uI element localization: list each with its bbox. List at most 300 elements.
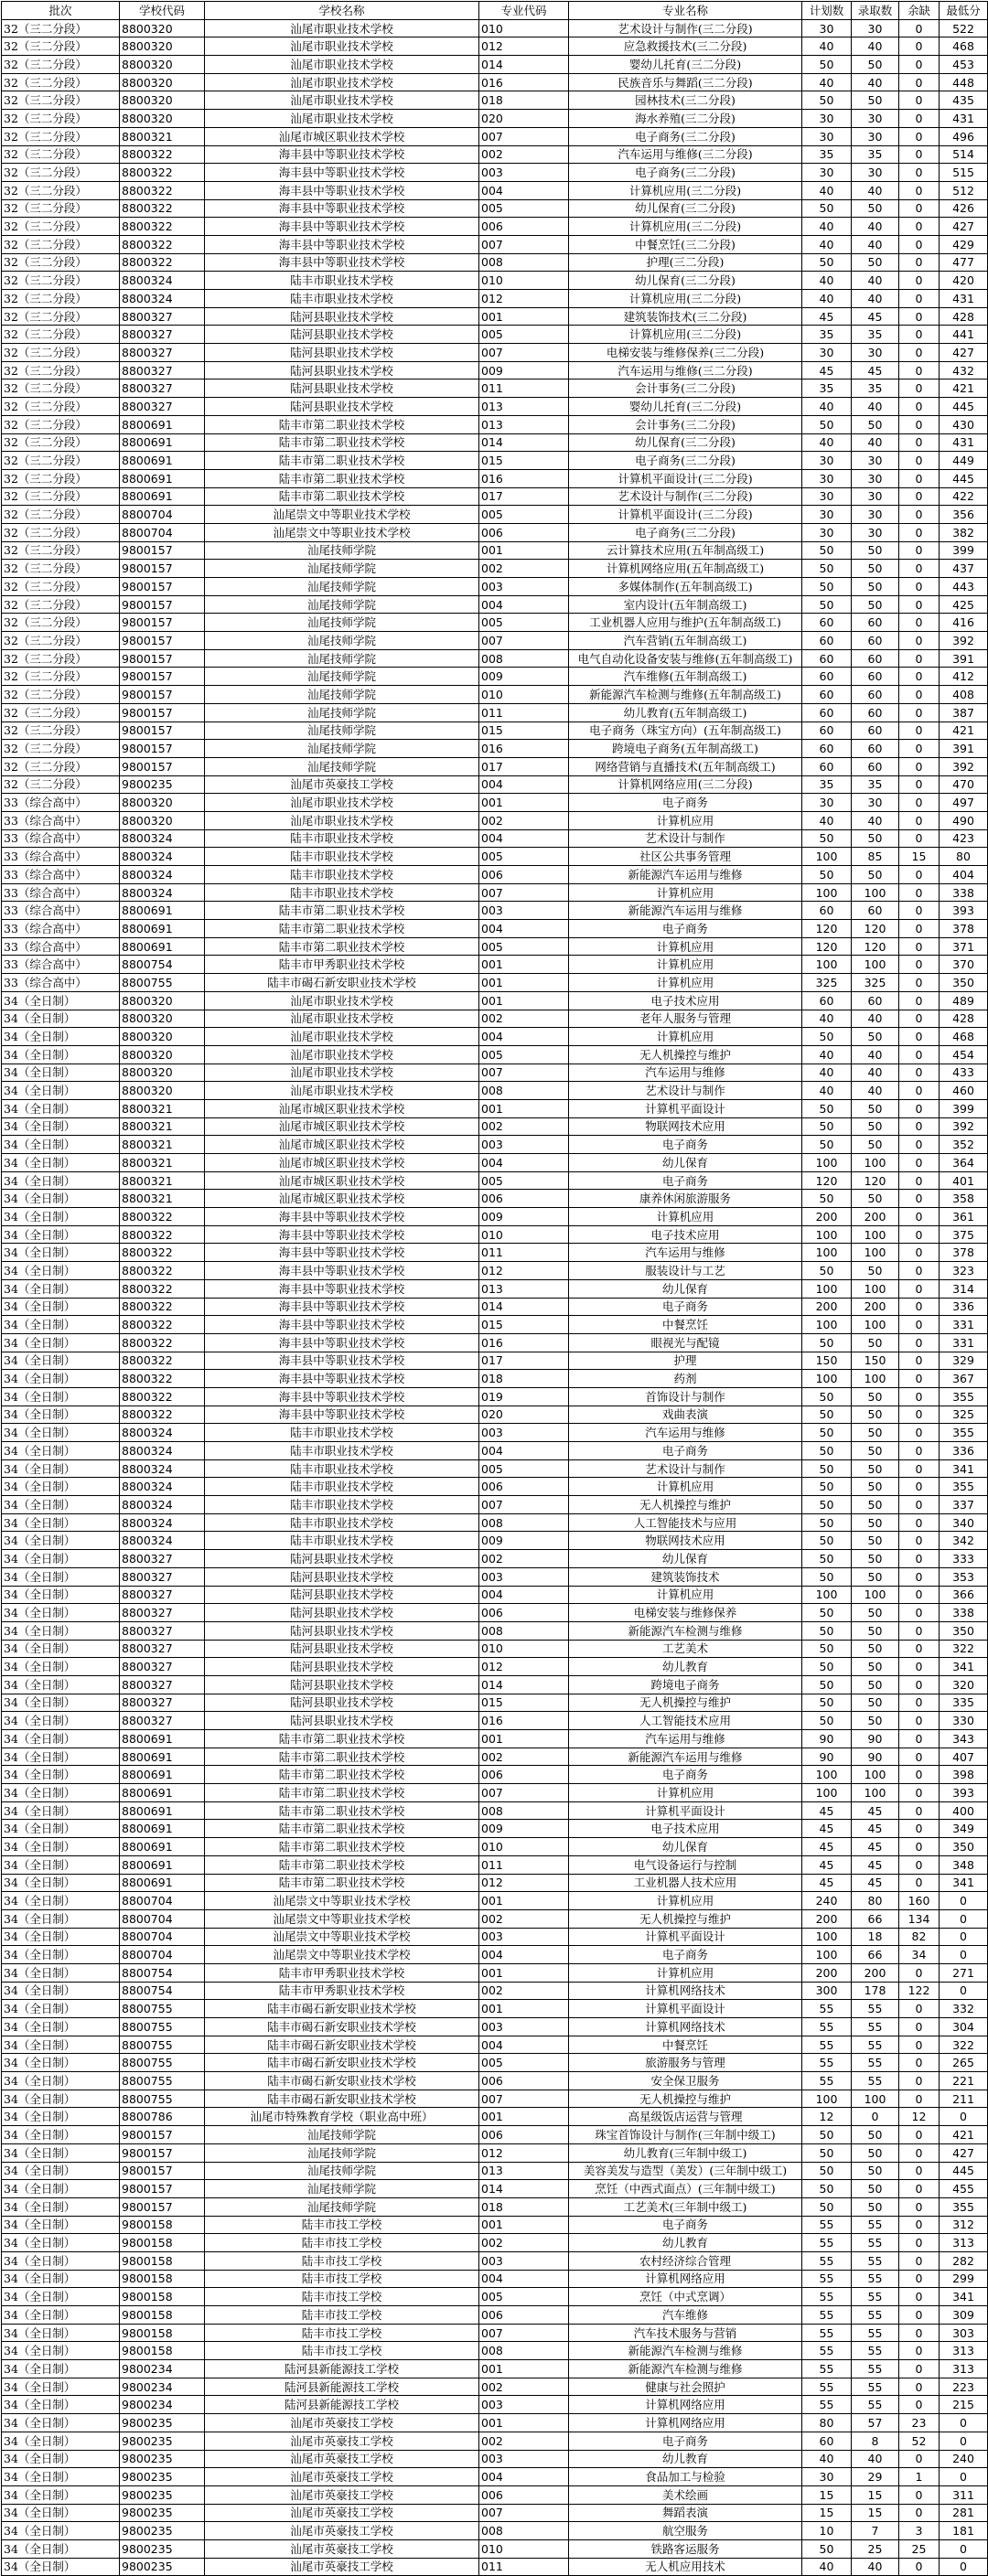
- cell-batch: 34（全日制）: [2, 2522, 120, 2540]
- cell-batch: 34（全日制）: [2, 1928, 120, 1946]
- cell-school-code: 8800322: [120, 1262, 205, 1280]
- cell-batch: 32（三二分段）: [2, 290, 120, 308]
- cell-min-score: 437: [940, 560, 988, 578]
- cell-major-name: 电子技术应用: [569, 1225, 802, 1244]
- cell-admitted: 55: [852, 2216, 899, 2234]
- cell-batch: 32（三二分段）: [2, 164, 120, 182]
- table-row: [2, 1298, 988, 1316]
- cell-school-name: 陆丰市第二职业技术学校: [205, 1784, 479, 1802]
- cell-school-code: 8800704: [120, 1892, 205, 1910]
- cell-major-code: 005: [479, 2054, 569, 2072]
- cell-major-name: 云计算技术应用(五年制高级工): [569, 541, 802, 560]
- cell-major-code: 005: [479, 937, 569, 956]
- cell-admitted: 55: [852, 2251, 899, 2270]
- cell-major-code: 001: [479, 307, 569, 326]
- cell-school-code: 8800691: [120, 902, 205, 920]
- table-row: [2, 2197, 988, 2216]
- cell-admitted: 55: [852, 2324, 899, 2342]
- cell-min-score: 416: [940, 614, 988, 632]
- cell-admitted: 50: [852, 415, 899, 433]
- cell-batch: 34（全日制）: [2, 2126, 120, 2144]
- cell-min-score: 361: [940, 1208, 988, 1226]
- table-row: [2, 1154, 988, 1172]
- cell-major-code: 019: [479, 1387, 569, 1406]
- cell-major-code: 009: [479, 1820, 569, 1838]
- cell-major-code: 007: [479, 2504, 569, 2522]
- cell-plan: 50: [802, 1387, 852, 1406]
- cell-major-code: 012: [479, 1658, 569, 1676]
- cell-major-name: 计算机应用: [569, 974, 802, 992]
- cell-school-code: 8800754: [120, 956, 205, 974]
- cell-plan: 200: [802, 1208, 852, 1226]
- cell-plan: 60: [802, 991, 852, 1010]
- cell-plan: 55: [802, 2018, 852, 2036]
- cell-shortfall: 0: [899, 433, 940, 452]
- table-row: [2, 73, 988, 91]
- cell-major-name: 婴幼儿托育(三二分段): [569, 56, 802, 74]
- cell-major-name: 室内设计(五年制高级工): [569, 595, 802, 614]
- cell-batch: 34（全日制）: [2, 1406, 120, 1424]
- cell-min-score: 313: [940, 2360, 988, 2378]
- cell-school-code: 8800324: [120, 848, 205, 866]
- cell-major-code: 014: [479, 1675, 569, 1694]
- cell-school-code: 8800327: [120, 1675, 205, 1694]
- table-row: [2, 1387, 988, 1406]
- cell-plan: 60: [802, 614, 852, 632]
- cell-major-name: 人工智能技术与应用: [569, 1513, 802, 1532]
- cell-admitted: 100: [852, 2090, 899, 2108]
- cell-plan: 100: [802, 1316, 852, 1334]
- cell-admitted: 40: [852, 235, 899, 253]
- cell-school-name: 陆河县新能源技工学校: [205, 2360, 479, 2378]
- cell-major-code: 002: [479, 2378, 569, 2396]
- cell-shortfall: 23: [899, 2414, 940, 2432]
- header-major-name: 专业名称: [569, 2, 802, 20]
- cell-shortfall: 0: [899, 307, 940, 326]
- cell-school-code: 8800327: [120, 344, 205, 362]
- cell-admitted: 120: [852, 937, 899, 956]
- cell-school-code: 9800235: [120, 2432, 205, 2450]
- table-row: [2, 632, 988, 650]
- cell-shortfall: 0: [899, 361, 940, 379]
- cell-school-name: 陆丰市职业技术学校: [205, 866, 479, 884]
- cell-major-name: 汽车运用与维修: [569, 1424, 802, 1442]
- cell-major-code: 014: [479, 433, 569, 452]
- cell-batch: 32（三二分段）: [2, 487, 120, 506]
- cell-school-code: 8800691: [120, 469, 205, 487]
- table-row: [2, 1136, 988, 1154]
- cell-major-name: 电子商务(三二分段): [569, 164, 802, 182]
- cell-plan: 40: [802, 1082, 852, 1100]
- cell-plan: 45: [802, 1801, 852, 1820]
- cell-major-code: 017: [479, 487, 569, 506]
- table-row: [2, 1532, 988, 1550]
- cell-major-name: 人工智能技术应用: [569, 1712, 802, 1730]
- cell-min-score: 211: [940, 2090, 988, 2108]
- cell-admitted: 25: [852, 2539, 899, 2558]
- cell-major-name: 计算机平面设计(三二分段): [569, 469, 802, 487]
- cell-school-code: 9800235: [120, 2485, 205, 2504]
- cell-plan: 200: [802, 1298, 852, 1316]
- cell-school-code: 8800324: [120, 1478, 205, 1496]
- cell-major-name: 幼儿保育(三二分段): [569, 272, 802, 290]
- cell-school-code: 8800704: [120, 1909, 205, 1928]
- cell-batch: 32（三二分段）: [2, 37, 120, 56]
- cell-major-name: 无人机操控与维护: [569, 1909, 802, 1928]
- cell-school-name: 陆丰市职业技术学校: [205, 1459, 479, 1478]
- cell-plan: 100: [802, 1586, 852, 1604]
- cell-major-name: 建筑装饰技术(三二分段): [569, 307, 802, 326]
- cell-plan: 40: [802, 73, 852, 91]
- table-row: [2, 415, 988, 433]
- cell-admitted: 50: [852, 199, 899, 218]
- cell-plan: 45: [802, 1838, 852, 1856]
- cell-school-name: 陆丰市第二职业技术学校: [205, 1820, 479, 1838]
- cell-plan: 50: [802, 2126, 852, 2144]
- cell-min-score: 431: [940, 433, 988, 452]
- cell-admitted: 50: [852, 1136, 899, 1154]
- cell-school-name: 汕尾市职业技术学校: [205, 991, 479, 1010]
- cell-plan: 55: [802, 2360, 852, 2378]
- cell-major-code: 020: [479, 110, 569, 128]
- cell-plan: 40: [802, 290, 852, 308]
- cell-shortfall: 0: [899, 721, 940, 740]
- cell-major-name: 电梯安装与维修保养(三二分段): [569, 344, 802, 362]
- cell-school-code: 9800157: [120, 740, 205, 758]
- table-row: [2, 2306, 988, 2325]
- cell-school-code: 8800704: [120, 1946, 205, 1964]
- table-row: [2, 1406, 988, 1424]
- cell-school-name: 海丰县中等职业技术学校: [205, 1316, 479, 1334]
- cell-min-score: 309: [940, 2306, 988, 2325]
- cell-shortfall: 0: [899, 775, 940, 794]
- cell-shortfall: 0: [899, 1154, 940, 1172]
- cell-shortfall: 0: [899, 1262, 940, 1280]
- cell-school-name: 汕尾技师学院: [205, 560, 479, 578]
- cell-admitted: 200: [852, 1963, 899, 1982]
- cell-min-score: 421: [940, 379, 988, 398]
- cell-school-code: 9800157: [120, 2180, 205, 2198]
- cell-school-name: 汕尾市职业技术学校: [205, 1064, 479, 1082]
- cell-major-name: 计算机应用: [569, 937, 802, 956]
- cell-admitted: 50: [852, 2126, 899, 2144]
- cell-major-code: 005: [479, 2288, 569, 2306]
- cell-plan: 40: [802, 433, 852, 452]
- cell-plan: 45: [802, 1874, 852, 1892]
- cell-major-name: 电子技术应用: [569, 991, 802, 1010]
- cell-plan: 50: [802, 1190, 852, 1208]
- cell-school-code: 8800327: [120, 1567, 205, 1586]
- cell-major-name: 电子商务: [569, 2432, 802, 2450]
- cell-school-name: 汕尾崇文中等职业技术学校: [205, 506, 479, 524]
- cell-min-score: 375: [940, 1225, 988, 1244]
- cell-shortfall: 0: [899, 902, 940, 920]
- cell-admitted: 55: [852, 2234, 899, 2252]
- cell-min-score: 428: [940, 307, 988, 326]
- cell-plan: 12: [802, 2108, 852, 2126]
- cell-min-score: 423: [940, 829, 988, 848]
- cell-shortfall: 0: [899, 1855, 940, 1874]
- cell-shortfall: 0: [899, 1064, 940, 1082]
- cell-plan: 90: [802, 1748, 852, 1766]
- cell-batch: 34（全日制）: [2, 1963, 120, 1982]
- cell-school-name: 汕尾市英豪技工学校: [205, 2539, 479, 2558]
- cell-school-name: 汕尾市特殊教育学校（职业高中班）: [205, 2108, 479, 2126]
- cell-min-score: 322: [940, 1640, 988, 1658]
- cell-shortfall: 0: [899, 740, 940, 758]
- cell-plan: 240: [802, 1892, 852, 1910]
- cell-min-score: 312: [940, 2216, 988, 2234]
- cell-major-code: 004: [479, 2270, 569, 2288]
- cell-min-score: 468: [940, 1028, 988, 1046]
- cell-major-code: 007: [479, 127, 569, 145]
- cell-school-name: 陆丰市技工学校: [205, 2251, 479, 2270]
- table-row: [2, 1586, 988, 1604]
- cell-batch: 34（全日制）: [2, 1640, 120, 1658]
- cell-shortfall: 0: [899, 290, 940, 308]
- cell-shortfall: 0: [899, 974, 940, 992]
- table-row: [2, 1333, 988, 1352]
- cell-school-name: 陆丰市职业技术学校: [205, 1478, 479, 1496]
- cell-major-name: 物联网技术应用: [569, 1532, 802, 1550]
- cell-min-score: 223: [940, 2378, 988, 2396]
- cell-major-code: 008: [479, 253, 569, 272]
- cell-major-name: 无人机操控与维护: [569, 1045, 802, 1064]
- cell-school-name: 陆丰市第二职业技术学校: [205, 469, 479, 487]
- cell-school-code: 9800158: [120, 2288, 205, 2306]
- cell-plan: 50: [802, 541, 852, 560]
- cell-school-name: 陆丰市碣石新安职业技术学校: [205, 2036, 479, 2054]
- cell-major-code: 006: [479, 1190, 569, 1208]
- cell-school-code: 9800158: [120, 2306, 205, 2325]
- cell-shortfall: 0: [899, 2162, 940, 2180]
- cell-batch: 34（全日制）: [2, 1892, 120, 1910]
- cell-shortfall: 0: [899, 1963, 940, 1982]
- cell-school-code: 8800691: [120, 1855, 205, 1874]
- cell-school-name: 海丰县中等职业技术学校: [205, 1387, 479, 1406]
- cell-school-code: 8800320: [120, 1045, 205, 1064]
- cell-major-name: 汽车技术服务与营销: [569, 2324, 802, 2342]
- cell-major-name: 老年人服务与管理: [569, 1010, 802, 1028]
- cell-admitted: 45: [852, 1855, 899, 1874]
- cell-major-code: 007: [479, 1784, 569, 1802]
- cell-school-name: 汕尾市职业技术学校: [205, 91, 479, 110]
- cell-admitted: 40: [852, 398, 899, 416]
- cell-major-code: 001: [479, 1730, 569, 1748]
- cell-school-code: 8800320: [120, 991, 205, 1010]
- cell-min-score: 323: [940, 1262, 988, 1280]
- cell-batch: 32（三二分段）: [2, 686, 120, 704]
- cell-school-name: 汕尾市英豪技工学校: [205, 2414, 479, 2432]
- cell-batch: 34（全日制）: [2, 1225, 120, 1244]
- cell-shortfall: 0: [899, 1532, 940, 1550]
- cell-school-name: 海丰县中等职业技术学校: [205, 1298, 479, 1316]
- cell-batch: 32（三二分段）: [2, 703, 120, 721]
- table-row: [2, 1730, 988, 1748]
- cell-major-name: 网络营销与直播技术(五年制高级工): [569, 757, 802, 775]
- cell-shortfall: 0: [899, 2558, 940, 2576]
- cell-school-name: 陆丰市职业技术学校: [205, 290, 479, 308]
- cell-school-name: 汕尾崇文中等职业技术学校: [205, 523, 479, 541]
- cell-shortfall: 0: [899, 560, 940, 578]
- cell-shortfall: 0: [899, 2485, 940, 2504]
- cell-admitted: 55: [852, 2288, 899, 2306]
- cell-batch: 32（三二分段）: [2, 775, 120, 794]
- cell-shortfall: 0: [899, 1406, 940, 1424]
- cell-batch: 34（全日制）: [2, 2072, 120, 2090]
- cell-major-code: 004: [479, 920, 569, 938]
- cell-plan: 150: [802, 1352, 852, 1370]
- cell-plan: 100: [802, 956, 852, 974]
- cell-school-name: 汕尾市英豪技工学校: [205, 2485, 479, 2504]
- cell-school-code: 9800157: [120, 2197, 205, 2216]
- cell-admitted: 15: [852, 2504, 899, 2522]
- cell-major-code: 001: [479, 956, 569, 974]
- cell-batch: 34（全日制）: [2, 1099, 120, 1117]
- cell-min-score: 349: [940, 1820, 988, 1838]
- cell-plan: 90: [802, 1730, 852, 1748]
- cell-min-score: 181: [940, 2522, 988, 2540]
- cell-admitted: 60: [852, 614, 899, 632]
- cell-plan: 55: [802, 2324, 852, 2342]
- cell-major-code: 002: [479, 1117, 569, 1136]
- cell-shortfall: 160: [899, 1892, 940, 1910]
- table-row: [2, 1766, 988, 1784]
- cell-shortfall: 0: [899, 1316, 940, 1334]
- cell-plan: 40: [802, 1045, 852, 1064]
- cell-plan: 100: [802, 1928, 852, 1946]
- table-row: [2, 920, 988, 938]
- cell-min-score: 343: [940, 1730, 988, 1748]
- cell-admitted: 50: [852, 1424, 899, 1442]
- table-row: [2, 1855, 988, 1874]
- cell-school-code: 8800327: [120, 1712, 205, 1730]
- cell-shortfall: 0: [899, 326, 940, 344]
- cell-school-code: 9800157: [120, 614, 205, 632]
- cell-school-code: 8800691: [120, 487, 205, 506]
- cell-major-name: 物联网技术应用: [569, 1117, 802, 1136]
- cell-plan: 45: [802, 307, 852, 326]
- cell-school-code: 8800322: [120, 1225, 205, 1244]
- cell-plan: 55: [802, 2270, 852, 2288]
- cell-batch: 34（全日制）: [2, 2504, 120, 2522]
- cell-min-score: 355: [940, 1478, 988, 1496]
- table-row: [2, 956, 988, 974]
- cell-min-score: 432: [940, 361, 988, 379]
- cell-major-name: 跨境电子商务: [569, 1675, 802, 1694]
- cell-batch: 34（全日制）: [2, 2288, 120, 2306]
- cell-shortfall: 0: [899, 578, 940, 596]
- cell-shortfall: 0: [899, 2180, 940, 2198]
- cell-admitted: 30: [852, 506, 899, 524]
- table-row: [2, 1621, 988, 1640]
- cell-plan: 50: [802, 1658, 852, 1676]
- cell-major-name: 珠宝首饰设计与制作(三年制中级工): [569, 2126, 802, 2144]
- table-row: [2, 235, 988, 253]
- cell-plan: 55: [802, 2072, 852, 2090]
- cell-school-name: 汕尾技师学院: [205, 686, 479, 704]
- cell-shortfall: 0: [899, 1298, 940, 1316]
- cell-plan: 30: [802, 487, 852, 506]
- cell-admitted: 55: [852, 2054, 899, 2072]
- cell-major-name: 计算机应用: [569, 883, 802, 902]
- cell-plan: 60: [802, 757, 852, 775]
- cell-min-score: 221: [940, 2072, 988, 2090]
- cell-school-code: 8800320: [120, 1082, 205, 1100]
- cell-shortfall: 0: [899, 614, 940, 632]
- cell-plan: 55: [802, 2036, 852, 2054]
- cell-batch: 32（三二分段）: [2, 145, 120, 164]
- cell-school-code: 8800755: [120, 2090, 205, 2108]
- cell-school-name: 陆河县职业技术学校: [205, 1550, 479, 1568]
- cell-major-code: 001: [479, 1892, 569, 1910]
- cell-major-name: 农村经济综合管理: [569, 2251, 802, 2270]
- cell-major-code: 010: [479, 19, 569, 37]
- cell-batch: 32（三二分段）: [2, 757, 120, 775]
- table-row: [2, 1262, 988, 1280]
- table-row: [2, 1370, 988, 1388]
- cell-school-code: 8800691: [120, 1784, 205, 1802]
- cell-admitted: 15: [852, 2485, 899, 2504]
- cell-admitted: 50: [852, 1099, 899, 1117]
- cell-plan: 50: [802, 1136, 852, 1154]
- cell-plan: 50: [802, 91, 852, 110]
- cell-school-name: 汕尾技师学院: [205, 541, 479, 560]
- table-row: [2, 1820, 988, 1838]
- cell-school-name: 汕尾技师学院: [205, 632, 479, 650]
- cell-school-code: 8800704: [120, 523, 205, 541]
- cell-plan: 50: [802, 1532, 852, 1550]
- cell-school-code: 8800322: [120, 1406, 205, 1424]
- cell-school-name: 汕尾技师学院: [205, 578, 479, 596]
- cell-school-name: 汕尾技师学院: [205, 2197, 479, 2216]
- cell-school-code: 8800320: [120, 1028, 205, 1046]
- cell-major-name: 烹饪（中式烹调）: [569, 2288, 802, 2306]
- cell-admitted: 50: [852, 1028, 899, 1046]
- cell-batch: 34（全日制）: [2, 1748, 120, 1766]
- cell-major-name: 幼儿保育(三二分段): [569, 433, 802, 452]
- cell-school-name: 汕尾市职业技术学校: [205, 811, 479, 829]
- cell-school-code: 8800320: [120, 1010, 205, 1028]
- cell-major-code: 008: [479, 1621, 569, 1640]
- cell-major-code: 006: [479, 866, 569, 884]
- table-row: [2, 2251, 988, 2270]
- cell-batch: 34（全日制）: [2, 991, 120, 1010]
- cell-min-score: 393: [940, 902, 988, 920]
- cell-major-code: 011: [479, 703, 569, 721]
- cell-shortfall: 0: [899, 398, 940, 416]
- cell-school-code: 8800324: [120, 883, 205, 902]
- cell-plan: 55: [802, 2234, 852, 2252]
- cell-school-code: 9800157: [120, 595, 205, 614]
- cell-shortfall: 0: [899, 2378, 940, 2396]
- cell-min-score: 336: [940, 1442, 988, 1460]
- table-row: [2, 2342, 988, 2360]
- cell-batch: 34（全日制）: [2, 1550, 120, 1568]
- cell-admitted: 7: [852, 2522, 899, 2540]
- cell-major-code: 003: [479, 1136, 569, 1154]
- cell-admitted: 50: [852, 1333, 899, 1352]
- cell-min-score: 421: [940, 2126, 988, 2144]
- cell-batch: 33（综合高中）: [2, 974, 120, 992]
- table-row: [2, 2468, 988, 2486]
- cell-shortfall: 0: [899, 757, 940, 775]
- cell-shortfall: 0: [899, 2126, 940, 2144]
- table-row: [2, 110, 988, 128]
- cell-school-name: 陆丰市技工学校: [205, 2324, 479, 2342]
- cell-major-name: 幼儿教育(三年制中级工): [569, 2143, 802, 2162]
- cell-major-name: 工业机器人技术应用: [569, 1874, 802, 1892]
